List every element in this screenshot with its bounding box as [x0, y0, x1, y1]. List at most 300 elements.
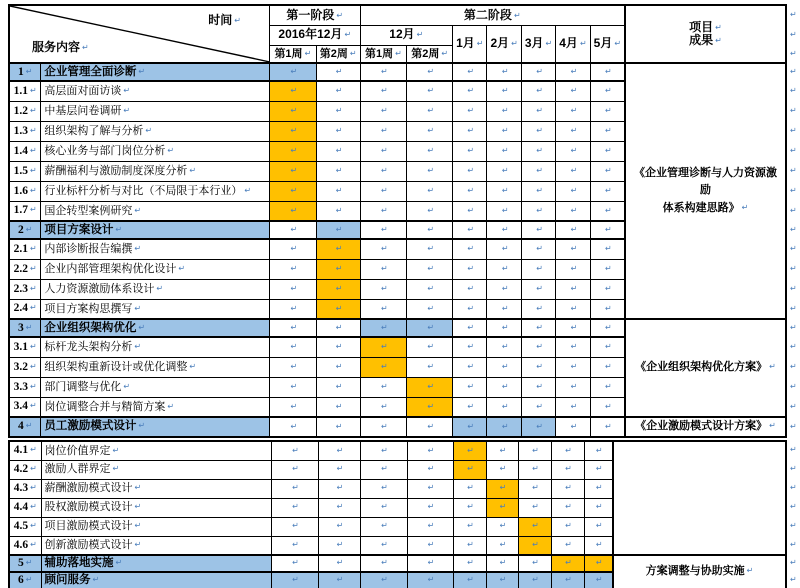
paragraph-mark: ↵ [138, 421, 146, 431]
paragraph-mark: ↵ [381, 361, 388, 371]
task-name-cell: 行业标杆分析与对比（不局限于本行业） ↵ [41, 181, 270, 201]
paragraph-mark: ↵ [532, 464, 539, 474]
paragraph-mark: ↵ [769, 362, 776, 372]
paragraph-mark: ↵ [570, 401, 578, 411]
paragraph-mark: ↵ [25, 322, 33, 332]
month-header-apr: 4月 ↵ [556, 25, 590, 63]
paragraph-mark: ↵ [789, 145, 797, 155]
schedule-cell [318, 460, 360, 479]
paragraph-mark: ↵ [790, 445, 797, 455]
row-number-cell: 4.1 ↵ [9, 441, 41, 460]
paragraph-mark: ↵ [467, 483, 474, 493]
schedule-cell [521, 201, 555, 221]
paragraph-mark: ↵ [595, 464, 603, 474]
paragraph-mark: ↵ [112, 445, 120, 455]
row-end-mark [786, 81, 799, 101]
paragraph-mark: ↵ [30, 521, 37, 531]
schedule-cell [270, 101, 317, 121]
schedule-cell [407, 555, 453, 572]
row-number-cell: 6 ↵ [9, 572, 41, 588]
schedule-cell [318, 498, 360, 517]
schedule-cell [407, 397, 453, 417]
schedule-cell [453, 81, 487, 101]
paragraph-mark: ↵ [467, 381, 475, 391]
paragraph-mark: ↵ [427, 322, 435, 332]
phase2-header: 第二阶段 ↵ [360, 5, 625, 25]
paragraph-mark: ↵ [789, 381, 797, 391]
schedule-cell [316, 397, 360, 417]
row-end-mark [786, 397, 799, 417]
row-number-cell: 1.1 ↵ [9, 81, 41, 101]
paragraph-mark: ↵ [789, 165, 797, 175]
schedule-cell [316, 161, 360, 181]
paragraph-mark: ↵ [381, 185, 388, 195]
paragraph-mark: ↵ [789, 322, 797, 332]
paragraph-mark: ↵ [290, 145, 298, 155]
paragraph-mark: ↵ [536, 165, 543, 175]
paragraph-mark: ↵ [467, 540, 474, 550]
corner-cell [9, 5, 270, 63]
table-row [9, 441, 799, 460]
paragraph-mark: ↵ [30, 381, 37, 391]
paragraph-mark: ↵ [614, 39, 622, 49]
paragraph-mark: ↵ [30, 502, 37, 512]
schedule-cell [521, 161, 555, 181]
paragraph-mark: ↵ [579, 39, 587, 49]
schedule-cell [316, 299, 360, 319]
table-row [9, 319, 799, 337]
paragraph-mark: ↵ [427, 575, 435, 585]
paragraph-mark: ↵ [290, 342, 298, 352]
schedule-cell [487, 63, 521, 81]
schedule-cell [360, 181, 407, 201]
paragraph-mark: ↵ [501, 86, 509, 96]
row-end-mark [786, 417, 799, 437]
schedule-cell [453, 161, 487, 181]
schedule-cell [521, 397, 555, 417]
schedule-cell [584, 536, 613, 555]
paragraph-mark: ↵ [511, 39, 518, 49]
schedule-cell [487, 161, 521, 181]
schedule-cell [360, 441, 407, 460]
paragraph-mark: ↵ [335, 381, 343, 391]
paragraph-mark: ↵ [381, 86, 388, 96]
paragraph-mark: ↵ [789, 48, 797, 58]
schedule-cell [360, 397, 407, 417]
paragraph-mark: ↵ [790, 540, 797, 550]
paragraph-mark: ↵ [381, 145, 388, 155]
task-name-cell: 国企转型案例研究 ↵ [41, 201, 270, 221]
schedule-cell [316, 279, 360, 299]
schedule-cell [360, 259, 407, 279]
paragraph-mark: ↵ [746, 566, 754, 576]
task-name-cell: 激励人群界定 ↵ [41, 460, 271, 479]
schedule-cell [518, 441, 551, 460]
schedule-cell [518, 517, 551, 536]
schedule-cell [453, 319, 487, 337]
paragraph-mark: ↵ [427, 303, 435, 313]
paragraph-mark: ↵ [570, 165, 578, 175]
schedule-cell [584, 441, 613, 460]
schedule-cell [270, 239, 317, 259]
paragraph-mark: ↵ [467, 421, 475, 431]
schedule-cell [360, 498, 407, 517]
paragraph-mark: ↵ [156, 283, 164, 293]
paragraph-mark: ↵ [570, 125, 578, 135]
row-end-mark [786, 121, 799, 141]
schedule-cell [407, 572, 453, 588]
schedule-cell [521, 121, 555, 141]
row-number-cell: 4.2 ↵ [9, 460, 41, 479]
task-name-cell: 组织架构重新设计或优化调整 ↵ [41, 357, 270, 377]
paragraph-mark: ↵ [467, 283, 475, 293]
paragraph-mark: ↵ [145, 125, 153, 135]
task-name-cell: 企业组织架构优化 ↵ [41, 319, 270, 337]
paragraph-mark: ↵ [335, 342, 343, 352]
schedule-cell [270, 377, 317, 397]
schedule-cell [486, 536, 518, 555]
row-number-cell: 1.5 ↵ [9, 161, 41, 181]
schedule-cell [407, 121, 453, 141]
month-group-dec: 12月 ↵ [360, 25, 453, 45]
schedule-cell [316, 201, 360, 221]
row-end-mark [786, 45, 799, 63]
paragraph-mark: ↵ [570, 185, 578, 195]
paragraph-mark: ↵ [427, 66, 435, 76]
paragraph-mark: ↵ [499, 558, 507, 568]
schedule-cell [270, 81, 317, 101]
paragraph-mark: ↵ [501, 145, 509, 155]
row-end-mark [786, 141, 799, 161]
schedule-cell [590, 319, 625, 337]
project-plan-table-lower [8, 440, 800, 588]
row-end-mark [786, 5, 799, 25]
schedule-cell [407, 239, 453, 259]
paragraph-mark: ↵ [189, 165, 197, 175]
paragraph-mark: ↵ [290, 86, 298, 96]
paragraph-mark: ↵ [501, 322, 509, 332]
schedule-cell [590, 259, 625, 279]
schedule-cell [360, 460, 407, 479]
row-number-cell: 3.1 ↵ [9, 337, 41, 357]
task-name-cell: 企业管理全面诊断 ↵ [41, 63, 270, 81]
paragraph-mark: ↵ [427, 521, 435, 531]
paragraph-mark: ↵ [467, 263, 475, 273]
corner-label-time: 时间 ↵ [208, 13, 241, 27]
paragraph-mark: ↵ [427, 224, 435, 234]
paragraph-mark: ↵ [123, 86, 131, 96]
schedule-cell [487, 397, 521, 417]
paragraph-mark: ↵ [789, 185, 797, 195]
project-result-text: 《企业管理诊断与人力资源激励 [634, 166, 777, 197]
paragraph-mark: ↵ [290, 165, 298, 175]
schedule-cell [556, 337, 590, 357]
schedule-cell [487, 299, 521, 319]
paragraph-mark: ↵ [30, 303, 37, 313]
schedule-cell [551, 536, 584, 555]
schedule-cell [453, 239, 487, 259]
paragraph-mark: ↵ [604, 322, 612, 332]
paragraph-mark: ↵ [427, 421, 435, 431]
schedule-cell [270, 279, 317, 299]
schedule-cell [590, 181, 625, 201]
paragraph-mark: ↵ [336, 10, 344, 20]
paragraph-mark: ↵ [565, 464, 572, 474]
schedule-cell [407, 319, 453, 337]
header-row-phase [9, 5, 799, 25]
schedule-cell [453, 101, 487, 121]
paragraph-mark: ↵ [25, 421, 33, 431]
paragraph-mark: ↵ [115, 224, 123, 234]
paragraph-mark: ↵ [134, 483, 142, 493]
paragraph-mark: ↵ [467, 244, 475, 254]
paragraph-mark: ↵ [381, 558, 388, 568]
paragraph-mark: ↵ [427, 558, 435, 568]
schedule-cell [518, 555, 551, 572]
schedule-cell [556, 63, 590, 81]
paragraph-mark: ↵ [336, 464, 344, 474]
row-number-cell: 1.4 ↵ [9, 141, 41, 161]
project-plan-table-upper [8, 4, 800, 438]
schedule-cell [556, 81, 590, 101]
paragraph-mark: ↵ [570, 263, 578, 273]
paragraph-mark: ↵ [565, 558, 572, 568]
paragraph-mark: ↵ [381, 502, 388, 512]
schedule-cell [453, 441, 486, 460]
paragraph-mark: ↵ [134, 205, 142, 215]
paragraph-mark: ↵ [290, 224, 298, 234]
row-end-mark [786, 181, 799, 201]
schedule-cell [556, 141, 590, 161]
schedule-cell [584, 517, 613, 536]
schedule-cell [556, 299, 590, 319]
paragraph-mark: ↵ [292, 558, 299, 568]
paragraph-mark: ↵ [335, 263, 343, 273]
schedule-cell [590, 63, 625, 81]
row-end-mark [786, 555, 799, 572]
paragraph-mark: ↵ [536, 185, 543, 195]
project-result-text: 《企业激励模式设计方案》 ↵ [635, 420, 776, 432]
schedule-cell [551, 460, 584, 479]
schedule-cell [360, 161, 407, 181]
paragraph-mark: ↵ [545, 39, 553, 49]
schedule-cell [486, 479, 518, 498]
paragraph-mark: ↵ [427, 502, 435, 512]
schedule-cell [453, 221, 487, 239]
paragraph-mark: ↵ [789, 263, 797, 273]
paragraph-mark: ↵ [595, 502, 603, 512]
schedule-cell [316, 417, 360, 437]
paragraph-mark: ↵ [604, 421, 612, 431]
paragraph-mark: ↵ [30, 445, 37, 455]
schedule-cell [407, 63, 453, 81]
paragraph-mark: ↵ [381, 125, 388, 135]
paragraph-mark: ↵ [501, 303, 509, 313]
schedule-cell [360, 536, 407, 555]
paragraph-mark: ↵ [335, 145, 343, 155]
schedule-cell [270, 221, 317, 239]
row-end-mark [786, 441, 799, 460]
paragraph-mark: ↵ [595, 540, 603, 550]
paragraph-mark: ↵ [30, 263, 37, 273]
schedule-cell [360, 299, 407, 319]
paragraph-mark: ↵ [570, 283, 578, 293]
paragraph-mark: ↵ [570, 303, 578, 313]
schedule-cell [521, 221, 555, 239]
schedule-cell [407, 81, 453, 101]
paragraph-mark: ↵ [416, 30, 424, 40]
schedule-cell [453, 63, 487, 81]
paragraph-mark: ↵ [427, 540, 435, 550]
schedule-cell [551, 479, 584, 498]
paragraph-mark: ↵ [381, 205, 388, 215]
schedule-cell [316, 101, 360, 121]
schedule-cell [453, 279, 487, 299]
schedule-cell [318, 536, 360, 555]
paragraph-mark: ↵ [381, 165, 388, 175]
schedule-cell [590, 121, 625, 141]
schedule-cell [407, 141, 453, 161]
paragraph-mark: ↵ [536, 125, 543, 135]
paragraph-mark: ↵ [467, 224, 475, 234]
paragraph-mark: ↵ [427, 125, 435, 135]
schedule-cell [487, 81, 521, 101]
row-end-mark [786, 517, 799, 536]
paragraph-mark: ↵ [336, 502, 344, 512]
schedule-cell [360, 121, 407, 141]
paragraph-mark: ↵ [499, 575, 507, 585]
paragraph-mark: ↵ [565, 483, 572, 493]
row-number-cell: 3 ↵ [9, 319, 41, 337]
schedule-cell [271, 555, 318, 572]
row-number-cell: 3.3 ↵ [9, 377, 41, 397]
paragraph-mark: ↵ [789, 66, 797, 76]
paragraph-mark: ↵ [30, 341, 37, 351]
paragraph-mark: ↵ [499, 502, 507, 512]
paragraph-mark: ↵ [536, 205, 543, 215]
task-name-cell: 项目方案设计 ↵ [41, 221, 270, 239]
schedule-cell [270, 417, 317, 437]
paragraph-mark: ↵ [427, 263, 435, 273]
schedule-cell [270, 201, 317, 221]
paragraph-mark: ↵ [595, 483, 603, 493]
schedule-cell [551, 517, 584, 536]
schedule-cell [407, 417, 453, 437]
row-end-mark [786, 357, 799, 377]
paragraph-mark: ↵ [789, 303, 797, 313]
paragraph-mark: ↵ [290, 205, 298, 215]
paragraph-mark: ↵ [467, 86, 475, 96]
paragraph-mark: ↵ [30, 145, 37, 155]
paragraph-mark: ↵ [499, 464, 507, 474]
paragraph-mark: ↵ [789, 243, 797, 253]
paragraph-mark: ↵ [499, 445, 507, 455]
schedule-cell [270, 357, 317, 377]
paragraph-mark: ↵ [244, 185, 252, 195]
schedule-cell [453, 397, 487, 417]
row-end-mark [786, 572, 799, 588]
month-header-jan: 1月 ↵ [453, 25, 487, 63]
paragraph-mark: ↵ [565, 540, 572, 550]
paragraph-mark: ↵ [604, 244, 612, 254]
project-result-cell [625, 417, 786, 437]
paragraph-mark: ↵ [381, 303, 388, 313]
paragraph-mark: ↵ [335, 86, 343, 96]
row-end-mark [786, 377, 799, 397]
paragraph-mark: ↵ [789, 85, 797, 95]
paragraph-mark: ↵ [427, 205, 435, 215]
paragraph-mark: ↵ [570, 105, 578, 115]
schedule-cell [556, 161, 590, 181]
paragraph-mark: ↵ [123, 105, 131, 115]
paragraph-mark: ↵ [570, 244, 578, 254]
row-number-cell: 1.7 ↵ [9, 201, 41, 221]
schedule-cell [518, 460, 551, 479]
paragraph-mark: ↵ [532, 502, 539, 512]
paragraph-mark: ↵ [536, 421, 543, 431]
row-number-cell: 2.1 ↵ [9, 239, 41, 259]
paragraph-mark: ↵ [427, 445, 435, 455]
schedule-cell [360, 417, 407, 437]
paragraph-mark: ↵ [467, 464, 474, 474]
paragraph-mark: ↵ [570, 381, 578, 391]
paragraph-mark: ↵ [595, 521, 603, 531]
paragraph-mark: ↵ [292, 575, 299, 585]
schedule-cell [407, 441, 453, 460]
paragraph-mark: ↵ [570, 145, 578, 155]
schedule-cell [360, 201, 407, 221]
paragraph-mark: ↵ [789, 205, 797, 215]
paragraph-mark: ↵ [381, 421, 388, 431]
paragraph-mark: ↵ [134, 521, 142, 531]
paragraph-mark: ↵ [115, 558, 123, 568]
schedule-cell [316, 221, 360, 239]
schedule-cell [407, 357, 453, 377]
paragraph-mark: ↵ [536, 105, 543, 115]
schedule-cell [453, 498, 486, 517]
schedule-cell [556, 259, 590, 279]
schedule-cell [487, 337, 521, 357]
schedule-cell [271, 536, 318, 555]
week-header-1: 第1周 ↵ [270, 45, 317, 63]
paragraph-mark: ↵ [501, 342, 509, 352]
paragraph-mark: ↵ [290, 125, 298, 135]
schedule-cell [584, 572, 613, 588]
schedule-cell [453, 572, 486, 588]
schedule-cell [487, 101, 521, 121]
schedule-cell [453, 299, 487, 319]
row-end-mark [786, 25, 799, 45]
schedule-cell [360, 239, 407, 259]
paragraph-mark: ↵ [336, 521, 344, 531]
schedule-cell [487, 319, 521, 337]
schedule-cell [453, 181, 487, 201]
paragraph-mark: ↵ [604, 381, 612, 391]
task-name-cell: 企业内部管理架构优化设计 ↵ [41, 259, 270, 279]
task-name-cell: 人力资源激励体系设计 ↵ [41, 279, 270, 299]
paragraph-mark: ↵ [381, 244, 388, 254]
paragraph-mark: ↵ [25, 575, 33, 585]
paragraph-mark: ↵ [570, 421, 578, 431]
paragraph-mark: ↵ [123, 381, 131, 391]
paragraph-mark: ↵ [381, 521, 388, 531]
paragraph-mark: ↵ [536, 263, 543, 273]
paragraph-mark: ↵ [381, 66, 388, 76]
schedule-cell [316, 319, 360, 337]
task-name-cell: 中基层问卷调研 ↵ [41, 101, 270, 121]
paragraph-mark: ↵ [30, 361, 37, 371]
paragraph-mark: ↵ [467, 322, 475, 332]
